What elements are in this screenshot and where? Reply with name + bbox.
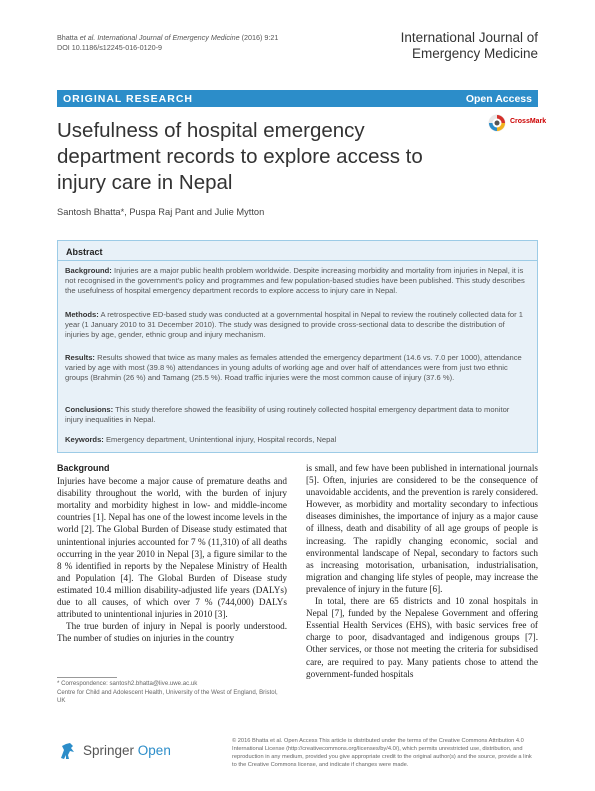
author-affiliation: Centre for Child and Adolescent Health, University of the West of England, Bristol, UK [57, 688, 278, 705]
abstract-keywords-text: Emergency department, Unintentional injury, Hospital records, Nepal [103, 435, 337, 444]
license-text: © 2016 Bhatta et al. Open Access This article is distributed under the terms of the Creative Commons Attribution 4.0 International License (http://creativecommons.org/licenses/by/4.0/), which permits unrestricted use, distribution, and reproduction in any medium, provided you give appropriate credit to the original author(s) and the source, provide a link to the Creative Commons license, and indicate if changes were made. [232, 738, 532, 768]
body-paragraph: Injuries have become a major cause of premature deaths and disability throughout the world, with the burden of injury mortality and morbidity highest in low- and middle-income countries [1]. Nepal has one of the lowest income levels in the world [2]. The Global Burden of Disease study estimated that unintentional injuries accounted for 7 % (11,310) of all deaths occurring in the year 2010 in Nepal [3], a figure similar to the 8 % identified in reports by the Nepalese Ministry of Health and Population [4]. The Global Burden of Disease study estimated 10.4 million disability-adjusted life years (DALYs) due to all causes, of which over 7 % (744,000) DALYs attributed to unintentional injuries in 2010 [3]. [57, 476, 287, 620]
article-type-label: ORIGINAL RESEARCH [63, 93, 193, 105]
crossmark-label: CrossMark [510, 118, 547, 125]
abstract-heading: Abstract [66, 247, 103, 257]
abstract-conclusions [65, 405, 529, 425]
citation-etal: et al. [77, 33, 98, 42]
article-title [57, 118, 467, 196]
section-heading-background: Background [57, 463, 110, 473]
citation-volume: (2016) 9:21 [239, 33, 279, 42]
abstract-results-label: Results: [65, 353, 95, 362]
abstract-background-label: Background: [65, 266, 112, 275]
author-list: Santosh Bhatta*, Puspa Raj Pant and Julie Mytton [57, 207, 265, 217]
journal-name[interactable] [401, 30, 538, 62]
abstract-keywords [65, 435, 529, 445]
crossmark-icon [488, 114, 506, 132]
journal-line-1: International Journal of [400, 30, 538, 45]
logo-open: Open [137, 743, 171, 758]
abstract-methods [65, 310, 529, 341]
title-line-1: Usefulness of hospital emergency [57, 119, 365, 142]
citation-header [57, 33, 278, 53]
abstract-background-text: Injuries are a major public health problem worldwide. Despite increasing morbidity and mortality from injuries in Nepal, it is not recognised in the government's policy and programmes and few population-based studies have been published. This study describes the usefulness of hospital emergency department records to explore access to injury care in Nepal. [65, 266, 525, 296]
abstract-results [65, 353, 529, 384]
springer-open-wordmark [83, 743, 171, 758]
body-paragraph: is small, and few have been published in international journals [5]. Often, injuries are considered to be the consequence of unavoidable accidents, and the prevention is rarely considered. However, as morbidity and mortality secondary to infectious diseases diminishes, the importance of injury as a major cause of illness, death and disability of all age groups of people is increasing. The rapidly changing economic, social and environmental landscape of Nepal, secondary to factors such as increasing motorisation, urbanisation, industrialisation, migration and changing life styles of people, may increase the prevalence of injury in the future [6]. [306, 463, 538, 594]
citation-authors: Bhatta [57, 33, 78, 42]
correspondence-email[interactable]: * Correspondence: santosh2.bhatta@live.uwe.ac.uk [57, 680, 198, 687]
abstract-methods-label: Methods: [65, 310, 99, 319]
footnote [57, 680, 287, 706]
logo-springer: Springer [83, 743, 135, 758]
body-paragraph: In total, there are 65 districts and 10 zonal hospitals in Nepal [7], funded by the Nepalese Government and offering Essential Health Services (EHS), with basic services free of charge to poor, disadvantaged and indigenous groups [7]. Other services, or those not meeting the criteria for subsidised care, are required to pay. Many patients chose to attend the government-funded hospitals [306, 596, 538, 679]
title-line-2: department records to explore access to [57, 145, 423, 168]
springer-open-logo[interactable] [57, 738, 177, 764]
abstract-conclusions-text: This study therefore showed the feasibility of using routinely collected hospital emergency department data to monitor injury inequalities in Nepal. [65, 405, 510, 425]
abstract-conclusions-label: Conclusions: [65, 405, 114, 414]
abstract-background [65, 266, 529, 297]
abstract-keywords-label: Keywords: [65, 435, 104, 444]
journal-line-2: Emergency Medicine [411, 46, 538, 61]
springer-horse-icon [57, 740, 79, 762]
body-right-column [306, 462, 538, 680]
body-left-column [57, 462, 287, 644]
abstract-methods-text: A retrospective ED-based study was conducted at a governmental hospital in Nepal to review the routinely collected data for 1 year (1 January 2010 to 31 December 2010). The study was designed to provide cross-sectional data to describe the distribution of injuries by age, gender, ethnic group and injury mechanism. [65, 310, 523, 340]
footnote-divider [57, 677, 117, 678]
open-access-label: Open Access [465, 93, 532, 105]
abstract-divider [58, 260, 537, 261]
abstract-results-text: Results showed that twice as many males as females attended the emergency department (14.6 vs. 7.0 per 1000), attendance varied by age with most (39.8 %) attendances in young adults of working age and over half of attendances were from just two ethnic groups (Brahmin (26 %) and Tamang (25.5 %). Road traffic injuries were the most common cause of injury (37.6 %). [65, 353, 522, 383]
title-line-3: injury care in Nepal [57, 171, 233, 194]
abstract-box [57, 240, 538, 453]
body-paragraph: The true burden of injury in Nepal is poorly understood. The number of studies on injuries in the country [57, 621, 287, 644]
citation-journal: International Journal of Emergency Medicine [97, 33, 240, 42]
crossmark-badge[interactable] [488, 113, 548, 135]
article-type-bar [57, 90, 538, 107]
doi[interactable]: DOI 10.1186/s12245-016-0120-9 [57, 43, 162, 52]
